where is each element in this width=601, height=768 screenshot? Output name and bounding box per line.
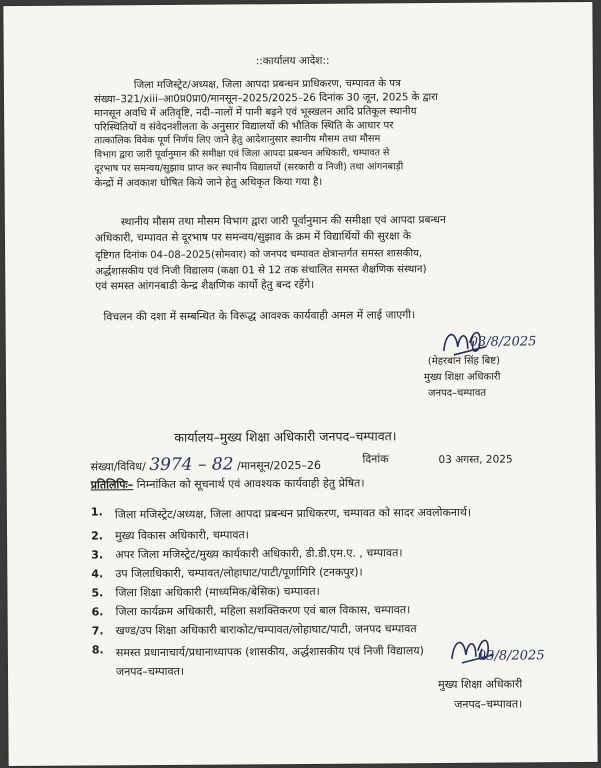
list-item: 1. जिला मजिस्ट्रेट/अध्यक्ष, जिला आपदा प्रबन्धन प्राधिकरण, चम्पावत को सादर अवलोकनार्थ। [90, 505, 472, 522]
order2-date-label: दिनांक [362, 452, 389, 466]
signer-2-district: जनपद–चम्पावत। [454, 697, 523, 711]
copy-text: निम्नांकित को सूचनार्थ एवं आवश्यक कार्यवाही हेतु प्रेषित। [136, 476, 365, 492]
list-item: 6. जिला कार्यक्रम अधिकारी, महिला सशक्तिकरण एवं बाल विकास, चम्पावत। [91, 603, 411, 619]
para1-line: मानसून अवधि में अतिवृष्टि, नदी–नालों में पानी बढ़ने एवं भूस्खलन आदि प्रतिकूल स्थानीय [94, 106, 417, 120]
list-item: 7. खण्ड/उप शिक्षा अधिकारी बाराकोट/चम्पावत/लोहाघाट/पाटी, जनपद चम्पावत [91, 622, 417, 638]
reference-number: 3974 – 82 [149, 454, 234, 476]
signer-title: मुख्य शिक्षा अधिकारी [423, 371, 501, 384]
para2-line: स्थानीय मौसम तथा मौसम विभाग द्वारा जारी पूर्वानुमान की समीक्षा एवं आपदा प्रबन्धन [120, 213, 446, 229]
para2-line: दृष्टिगत दिनांक 04–08–2025(सोमवार) को जनपद चम्पावत क्षेत्रान्तर्गत समस्त शासकीय, [95, 248, 423, 262]
para1-line: परिस्थितियों व संवेदनशीलता के अनुसार विद्यालयों की भौतिक स्थिति के आधार पर [94, 120, 394, 134]
list-item: 5. जिला शिक्षा अधिकारी (माध्यमिक/बेसिक) चम्पावत। [91, 584, 320, 600]
para1-line: विभाग द्वारा जारी पूर्वानुमान की समीक्षा एवं जिला आपदा प्रबन्धन अधिकारी, चम्पावत से [94, 147, 390, 161]
order-heading: ::कार्यालय आदेश:: [255, 54, 330, 68]
para2-line: अधिकारी, चम्पावत से दूरभाष पर समन्वय/सुझाव के क्रम में विद्यार्थियों की सुरक्षा के [94, 230, 411, 245]
copy-label: प्रतिलिपिः– [90, 478, 134, 492]
list-item: 8. समस्त प्रधानाचार्य/प्रधानाध्यापक (शासकीय, अर्द्धशासकीय एवं निजी विद्यालय) जनपद–चम्पावत। [91, 643, 425, 679]
reference-line [90, 454, 321, 476]
para1-line: तात्कालिक विवेक पूर्ण निर्णय लिए जाने हेतु आदेशानुसार स्थानीय मौसम तथा मौसम [94, 133, 381, 147]
para2-line: अर्द्धशासकीय एवं निजी विद्यालय (कक्षा 01 से 12 तक संचालित समस्त शैक्षणिक संस्थान) [95, 264, 427, 278]
signature-2-date: 03/8/2025 [477, 648, 545, 664]
para1-line: जिला मजिस्ट्रेट/अध्यक्ष, जिला आपदा प्रबन्धन प्राधिकरण, चम्पावत के पत्र [133, 78, 401, 92]
reference-label: संख्या/विविध/ [90, 460, 146, 474]
para1-line: केन्द्रों में अवकाश घोषित किये जाने हेतु अधिकृत किया गया है। [94, 176, 323, 190]
signer-name: (मेहरबान सिंह बिष्ट) [427, 355, 501, 368]
signer-district: जनपद–चम्पावत [428, 387, 487, 400]
signature-1-date: 03/8/2025 [469, 334, 537, 350]
para1-line: संख्या–321/xiii–आ0प्र0प्रा0/मानसून–2025/2025–26 दिनांक 30 जून, 2025 के द्वारा [93, 92, 438, 106]
office-title: कार्यालय–मुख्य शिक्षा अधिकारी जनपद–चम्पावत। [174, 428, 397, 445]
para1-line: दूरभाष पर समन्वय/सुझाव प्राप्त कर स्थानीय विद्यालयों (सरकारी व निजी) तथा आंगनबाड़ी [94, 161, 404, 175]
list-item: 4. उप जिलाधिकारी, चम्पावत/लोहाघाट/पाटी/पूर्णागिरि (टनकपुर)। [91, 565, 363, 581]
copy-line [91, 476, 365, 493]
reference-suffix: /मानसून/2025–26 [236, 458, 322, 473]
para3-line: विचलन की दशा में सम्बन्धित के विरूद्ध आवश्क कार्यवाही अमल में लाई जाएगी। [103, 308, 416, 324]
list-item: 3. अपर जिला मजिस्ट्रेट/मुख्य कार्यकारी अधिकारी, डी.डी.एम.ए. , चम्पावत। [91, 546, 403, 562]
para2-line: एवं समस्त आंगनबाडी केन्द्र शैक्षणिक कार्यो हेतु बन्द रहेंगे। [95, 278, 315, 293]
signer-2-title: मुख्य शिक्षा अधिकारी [438, 677, 523, 692]
order2-date: 03 अगस्त, 2025 [438, 453, 513, 467]
list-item: 2. मुख्य विकास अधिकारी, चम्पावत। [91, 528, 249, 543]
document-page [3, 2, 597, 766]
